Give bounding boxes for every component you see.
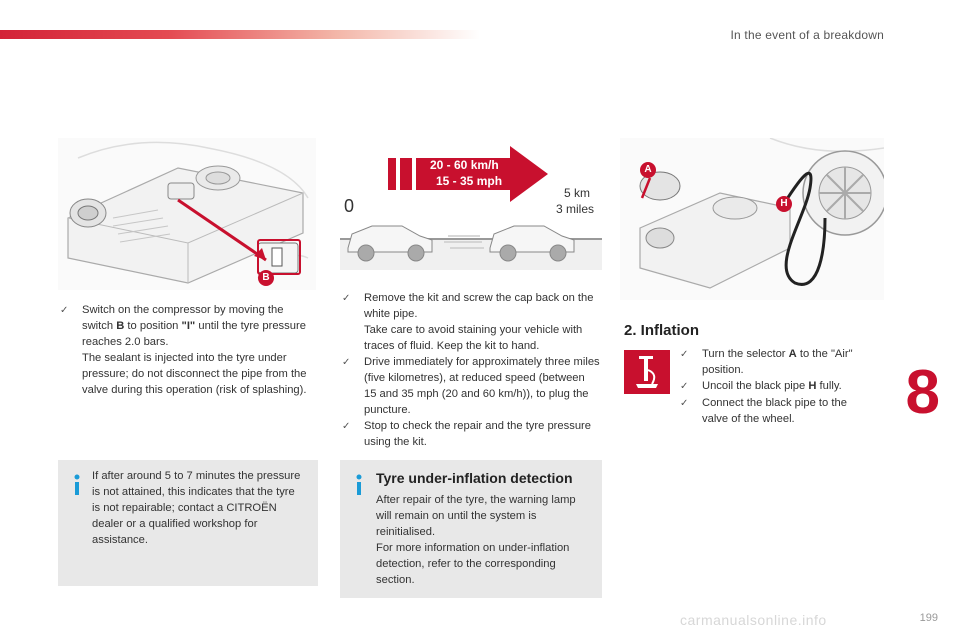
text: fully.	[816, 380, 842, 392]
instruction-stop-check	[342, 418, 600, 450]
column-3-instructions	[680, 346, 870, 427]
footer-watermark: carmanualsonline.info	[680, 612, 827, 628]
text: A	[788, 348, 797, 360]
text: to position	[124, 320, 182, 332]
instruction-switch-on	[60, 302, 310, 398]
info-box-pressure-text: If after around 5 to 7 minutes the pressure is not attained, this indicates that the tyre is not repairable; contact a CITROËN dealer or a qualified workshop for assistance.	[92, 470, 301, 546]
text: Remove the kit and screw the cap back on the white pipe.	[364, 292, 594, 320]
text: H	[808, 380, 817, 392]
page-number: 199	[919, 612, 938, 624]
inflation-drawing	[620, 138, 884, 300]
inflation-pictogram	[624, 350, 670, 394]
checkbox-bullet-icon: ✓	[680, 349, 689, 360]
text: until the tyre pressure reaches 2.0 bars.	[82, 320, 306, 348]
checkbox-bullet-icon: ✓	[680, 381, 689, 392]
info-box-title: Tyre under-inflation detection	[376, 470, 573, 486]
text: B	[116, 320, 125, 332]
pump-icon	[624, 350, 670, 394]
compressor-switch-figure	[58, 138, 316, 290]
text: Uncoil the black pipe	[702, 380, 809, 392]
info-box-under-inflation-text	[376, 492, 594, 588]
instruction-uncoil-pipe	[680, 378, 870, 395]
chapter-title: In the event of a breakdown	[730, 28, 884, 42]
header-accent-bar	[0, 30, 480, 39]
info-icon	[72, 474, 82, 496]
distance-miles-label: 3 miles	[556, 202, 595, 216]
column-2-instructions	[342, 290, 600, 450]
checkbox-bullet-icon: ✓	[342, 421, 351, 432]
info-box-pressure	[58, 460, 318, 586]
driving-figure	[340, 140, 602, 270]
instruction-drive	[342, 354, 600, 418]
text: Take care to avoid staining your vehicle with traces of fluid. Keep the kit to hand.	[364, 324, 583, 352]
text: Drive immediately for approximately three miles (five kilometres), at reduced speed (between 15 and 35 mph (20 and 60 km/h)), to plug the puncture.	[364, 356, 600, 416]
checkbox-bullet-icon: ✓	[60, 305, 69, 316]
checkbox-bullet-icon: ✓	[342, 357, 351, 368]
info-box-under-inflation	[340, 460, 602, 598]
instruction-turn-selector	[680, 346, 870, 378]
text: The sealant is injected into the tyre under pressure; do not disconnect the pipe from the valve during this operation (risk of splashing).	[82, 352, 307, 396]
speed-kmh-label: 20 - 60 km/h	[430, 158, 499, 172]
speed-mph-label: 15 - 35 mph	[436, 174, 503, 188]
text: Stop to check the repair and the tyre pressure using the kit.	[364, 420, 591, 448]
text: Switch on the compressor by moving the switch	[82, 304, 284, 332]
checkbox-bullet-icon: ✓	[342, 293, 351, 304]
label-h-badge: H	[776, 196, 792, 212]
text: After repair of the tyre, the warning lamp will remain on until the system is reinitialised.	[376, 494, 576, 538]
text: "I"	[181, 320, 196, 332]
info-icon	[354, 474, 364, 496]
compressor-drawing	[58, 138, 316, 290]
text: For more information on under-inflation detection, refer to the corresponding section.	[376, 542, 570, 586]
label-a-badge: A	[640, 162, 656, 178]
column-1-instructions	[60, 302, 310, 398]
inflation-figure	[620, 138, 884, 300]
text: to the "Air" position.	[702, 348, 853, 376]
text: Connect the black pipe to the valve of the wheel.	[702, 397, 847, 425]
label-b-badge: B	[258, 270, 274, 286]
checkbox-bullet-icon: ✓	[680, 398, 689, 409]
text: Turn the selector	[702, 348, 789, 360]
distance-km-label: 5 km	[564, 186, 591, 200]
chapter-number: 8	[905, 358, 940, 427]
start-label: 0	[344, 196, 355, 216]
instruction-connect-pipe	[680, 395, 870, 427]
section-title-inflation: 2. Inflation	[624, 322, 699, 339]
instruction-remove-kit	[342, 290, 600, 354]
